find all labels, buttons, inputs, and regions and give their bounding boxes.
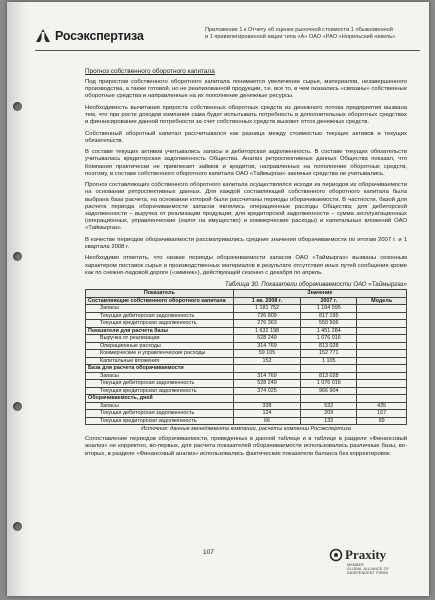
cell-2007 [301, 365, 357, 373]
praxity-firms: INDEPENDENT FIRMS [347, 571, 389, 576]
subheader-q1-2008: 1 кв. 2008 г. [233, 297, 301, 305]
table-body [86, 305, 407, 425]
row-label: Коммерческие и управленческие расходы [86, 350, 234, 358]
cell-2007: 966 904 [301, 387, 357, 395]
header-line-2: и 1 привилегированной акции типа «А» ОАО «РАО «Норильский никель» [205, 34, 396, 40]
row-label: База для расчета оборачиваемости [86, 365, 234, 373]
row-label: Выручка от реализации [86, 335, 234, 343]
paragraph: Под приростом собственного оборотного капитала понимается увеличение сырья, материалов, незавершенного производства, а также готовой, но не реализованной продукции, т.е. все то, в чем оказались «связаны» собственные оборотные средства и направленные на их пополнение денежные ресурсы. [85, 79, 407, 100]
binder-hole-icon [13, 522, 22, 531]
cell-model [357, 357, 407, 365]
turnover-table [85, 289, 407, 425]
section-title: Прогноз собственного оборотного капитала [85, 68, 215, 75]
table-row [86, 335, 407, 343]
praxity-emblem-icon [329, 548, 345, 562]
cell-model [357, 365, 407, 373]
cell-model [357, 327, 407, 335]
document-page [7, 2, 429, 596]
header-value: Значение [233, 290, 406, 298]
cell-2007: 1 076 016 [301, 335, 357, 343]
table-row [86, 312, 407, 320]
cell-2007: 813 028 [301, 342, 357, 350]
cell-model: 99 [357, 417, 407, 425]
table-source: Источник: данные менеджмента компании, расчеты компании Росэкспертиза [141, 426, 351, 433]
table-row [86, 372, 407, 380]
table-header-row [86, 290, 407, 298]
cell-model [357, 350, 407, 358]
cell-2007: 1 184 595 [301, 305, 357, 313]
cell-q1-2008: 726 809 [233, 312, 301, 320]
cell-2007: 550 506 [301, 320, 357, 328]
cell-2007: 152 771 [301, 350, 357, 358]
binder-hole-icon [13, 102, 22, 111]
paragraph: В качестве периодов оборачиваемости рассматривались средние значения оборачиваемости по итогам 2007 г. и 1 квартала 2008 г. [85, 236, 407, 250]
cell-model [357, 387, 407, 395]
cell-q1-2008: 1 632 198 [233, 327, 301, 335]
cell-q1-2008: 338 [233, 402, 301, 410]
row-label: Операционные расходы [86, 342, 234, 350]
cell-model [357, 312, 407, 320]
company-logo [35, 28, 144, 44]
table-row [86, 387, 407, 395]
table-row [86, 327, 407, 335]
cell-model: 167 [357, 410, 407, 418]
praxity-logo [329, 547, 411, 576]
cell-q1-2008: 374 025 [233, 387, 301, 395]
page-number: 107 [203, 549, 214, 556]
row-label: Текущая дебиторская задолженность [86, 410, 234, 418]
conclusion-paragraph: Сопоставление периодов оборачиваемости, приведенных в данной таблице и в таблице в разделе «Финансовый анализ» не корректно, во-первых, для расчета показателей оборачиваемости использовались различные базы, во-вторых, в разделе «Финансовый анализ» использовались фактические показатели баланса без корректировок. [85, 436, 407, 457]
cell-q1-2008: 59 105 [233, 350, 301, 358]
cell-q1-2008 [233, 365, 301, 373]
cell-2007: 813 028 [301, 372, 357, 380]
row-label: Показатели для расчета базы [86, 327, 234, 335]
subheader-model: Модель [357, 297, 407, 305]
header-line-1: Приложение 1 к Отчету об оценке рыночной стоимости 1 обыкновенной [205, 27, 393, 33]
table-row [86, 305, 407, 313]
cell-q1-2008: 276 363 [233, 320, 301, 328]
row-label: Текущая кредиторская задолженность [86, 417, 234, 425]
cell-model [357, 395, 407, 403]
table-row [86, 417, 407, 425]
cell-q1-2008: 66 [233, 417, 301, 425]
table-row [86, 342, 407, 350]
cell-model [357, 372, 407, 380]
row-label: Текущая кредиторская задолженность [86, 320, 234, 328]
cell-model: 435 [357, 402, 407, 410]
row-label: Запасы [86, 372, 234, 380]
row-label: Капитальные вложения [86, 357, 234, 365]
cell-model [357, 320, 407, 328]
binder-hole-icon [13, 252, 22, 261]
binder-strip [7, 2, 29, 596]
rosexpertiza-logo-icon [35, 28, 51, 44]
row-label: Текущая кредиторская задолженность [86, 387, 234, 395]
table-row [86, 380, 407, 388]
header-divider [35, 50, 420, 51]
cell-q1-2008: 528 249 [233, 380, 301, 388]
cell-model [357, 335, 407, 343]
paragraph: В составе текущих активов учитывались запасы и дебиторская задолженность. В составе текущих обязательств учитывалась кредиторская задолженность Общества. Анализ ретроспективных данных Общества показал, что Компания практически не привлекает займов и кредитов, направленных на пополнение оборотных средств, поэтому, в составе собственного оборотного капитала ОАО «Таймыргаз» заемные средства не учитывались. [85, 149, 407, 177]
subheader-2007: 2007 г. [301, 297, 357, 305]
logo-text: Росэкспертиза [55, 29, 144, 43]
cell-q1-2008 [233, 395, 301, 403]
row-label: Запасы [86, 305, 234, 313]
table-row [86, 395, 407, 403]
table-row [86, 365, 407, 373]
cell-model [357, 380, 407, 388]
cell-2007: 132 [301, 417, 357, 425]
paragraph: Прогноз составляющих собственного оборотного капитала осуществлялся исходя из периодов их оборачиваемости на основании ретроспективных данных. Для каждой составляющей собственного оборотного капитала была выбрана база расчета, на основании которой были рассчитаны периоды оборачиваемости. В частности, базой для расчета периода оборачиваемости запасов являлись операционные расходы Общества; для дебиторской задолженности – выручка от реализации продукции; для кредиторской задолженности – сумма эксплуатационных (операционных, управленческие (налог на имущество) и коммерческие расходы) и капитальных вложений ОАО «Таймыргаз». [85, 182, 407, 232]
cell-2007: 817 195 [301, 312, 357, 320]
table-row [86, 357, 407, 365]
cell-2007 [301, 395, 357, 403]
subheader-components: Составляющие собственного оборотного капитала [86, 297, 234, 305]
cell-q1-2008: 314 769 [233, 342, 301, 350]
cell-q1-2008: 314 769 [233, 372, 301, 380]
table-row [86, 410, 407, 418]
table-row [86, 402, 407, 410]
cell-2007: 209 [301, 410, 357, 418]
cell-q1-2008: 152 [233, 357, 301, 365]
praxity-member: MEMBER [347, 563, 364, 567]
cell-2007: 1 105 [301, 357, 357, 365]
table-subheader-row [86, 297, 407, 305]
paragraph: Необходимо отметить, что низкие периоды оборачиваемости запасов ОАО «Таймыргаз» вызваны сезонным характером поставок сырья и производственных материалов в результате отсутствия иных путей сообщения кроме как по снежно-ледовой дороге («зимник»), действующей сезонно с декабря по апрель. [85, 255, 407, 276]
row-label: Текущая дебиторская задолженность [86, 312, 234, 320]
cell-2007: 1 076 016 [301, 380, 357, 388]
table-caption: Таблица 30. Показатели оборачиваемости ОАО «Таймыргаз» [224, 281, 407, 289]
binder-hole-icon [13, 402, 22, 411]
table-row [86, 350, 407, 358]
table-row [86, 320, 407, 328]
row-label: Запасы [86, 402, 234, 410]
cell-2007: 1 451 284 [301, 327, 357, 335]
header-indicator: Показатель [86, 290, 234, 298]
cell-q1-2008: 528 249 [233, 335, 301, 343]
row-label: Оборачиваемость, дней [86, 395, 234, 403]
praxity-brand: Praxity [329, 547, 411, 563]
paragraph: Необходимость вычитания прироста собственных оборотных средств из денежного потока предприятия вызвана тем, что при росте доходов компания сама будет испытывать потребность в дополнительных оборотных средствах и финансирование данной потребности за счет собственных средств вызовет отток денежных средств. [85, 104, 407, 126]
row-label: Текущая дебиторская задолженность [86, 380, 234, 388]
cell-q1-2008: 124 [233, 410, 301, 418]
cell-q1-2008: 1 181 752 [233, 305, 301, 313]
cell-model [357, 305, 407, 313]
cell-model [357, 342, 407, 350]
praxity-alliance: GLOBAL ALLIANCE OF [347, 567, 390, 572]
document-header [205, 27, 417, 41]
cell-2007: 532 [301, 402, 357, 410]
page-content [85, 68, 407, 462]
paragraph: Собственный оборотный капитал рассчитывался как разница между стоимостью текущих активов и текущих обязательств. [85, 130, 407, 144]
